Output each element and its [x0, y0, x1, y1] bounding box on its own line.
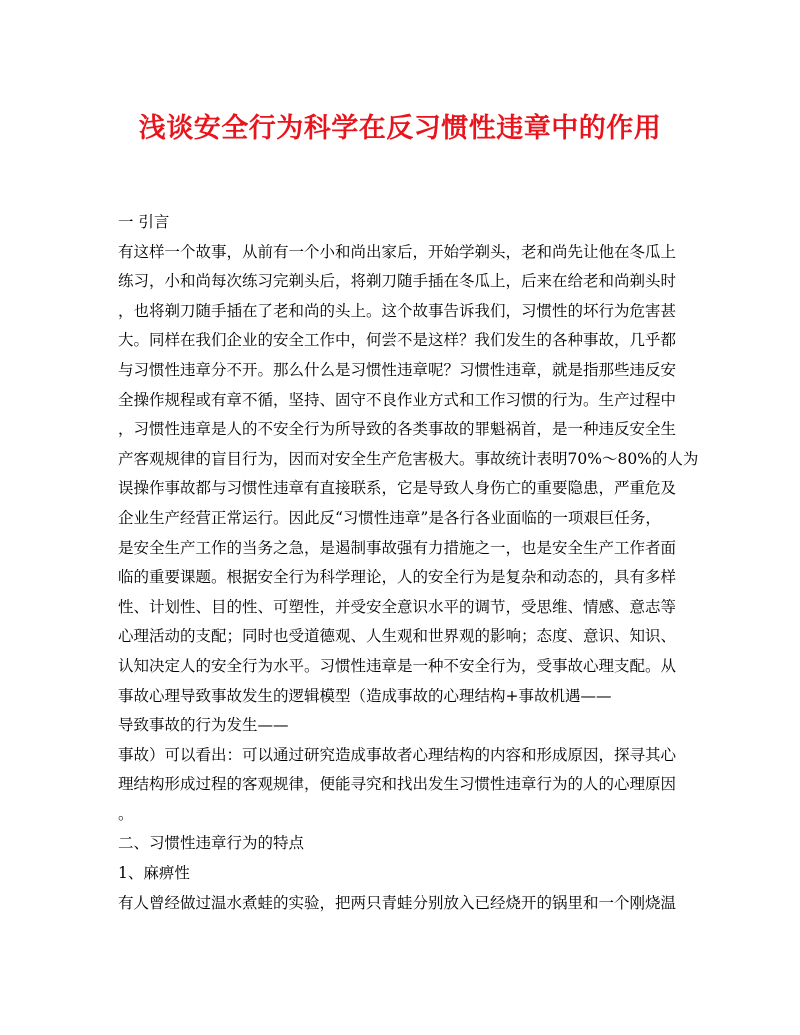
- text-line: 与习惯性违章分不开。那么什么是习惯性违章呢？习惯性违章，就是指那些违反安: [118, 360, 677, 379]
- text-line: 误操作事故都与习惯性违章有直接联系，它是导致人身伤亡的重要隐患，严重危及: [118, 479, 677, 498]
- text-line: 。: [118, 804, 134, 823]
- text-line: 理结构形成过程的客观规律，便能寻究和找出发生习惯性违章行为的人的心理原因: [118, 775, 677, 794]
- text-line: 有人曾经做过温水煮蛙的实验，把两只青蛙分别放入已经烧开的锅里和一个刚烧温: [118, 893, 677, 912]
- text-line: 产客观规律的盲目行为，因而对安全生产危害极大。事故统计表明70%～80%的人为: [118, 449, 699, 468]
- page-title: 浅谈安全行为科学在反习惯性违章中的作用: [138, 113, 662, 144]
- section-heading: 二、习惯性违章行为的特点: [118, 834, 305, 853]
- text-line: 性、计划性、目的性、可塑性，并受安全意识水平的调节，受思维、情感、意志等: [118, 597, 677, 616]
- text-line: 认知决定人的安全行为水平。习惯性违章是一种不安全行为，受事故心理支配。从: [118, 656, 677, 675]
- text-line: ，也将剃刀随手插在了老和尚的头上。这个故事告诉我们，习惯性的坏行为危害甚: [118, 301, 677, 320]
- subsection-heading: 1、麻痹性: [118, 864, 190, 883]
- text-line: ，习惯性违章是人的不安全行为所导致的各类事故的罪魁祸首，是一种违反安全生: [118, 420, 677, 439]
- text-line: 大。同样在我们企业的安全工作中，何尝不是这样？我们发生的各种事故，几乎都: [118, 331, 677, 350]
- text-line: 导致事故的行为发生——: [118, 716, 289, 735]
- text-line: 企业生产经营正常运行。因此反“习惯性违章”是各行各业面临的一项艰巨任务，: [118, 508, 661, 527]
- text-line: 是安全生产工作的当务之急，是遏制事故强有力措施之一，也是安全生产工作者面: [118, 538, 677, 557]
- text-line: 一 引言: [118, 213, 170, 231]
- text-line: 练习，小和尚每次练习完剃头后，将剃刀随手插在冬瓜上，后来在给老和尚剃头时: [118, 272, 677, 291]
- text-line: 事故）可以看出：可以通过研究造成事故者心理结构的内容和形成原因，探寻其心: [118, 745, 677, 764]
- text-line: 临的重要课题。根据安全行为科学理论，人的安全行为是复杂和动态的，具有多样: [118, 568, 677, 587]
- text-line: 有这样一个故事，从前有一个小和尚出家后，开始学剃头，老和尚先让他在冬瓜上: [118, 242, 677, 261]
- text-line: 事故心理导致事故发生的逻辑模型（造成事故的心理结构+事故机遇——: [118, 686, 612, 705]
- document-body: [118, 208, 699, 918]
- text-line: 全操作规程或有章不循，坚持、固守不良作业方式和工作习惯的行为。生产过程中: [118, 390, 677, 409]
- text-line: 心理活动的支配；同时也受道德观、人生观和世界观的影响；态度、意识、知识、: [118, 627, 677, 646]
